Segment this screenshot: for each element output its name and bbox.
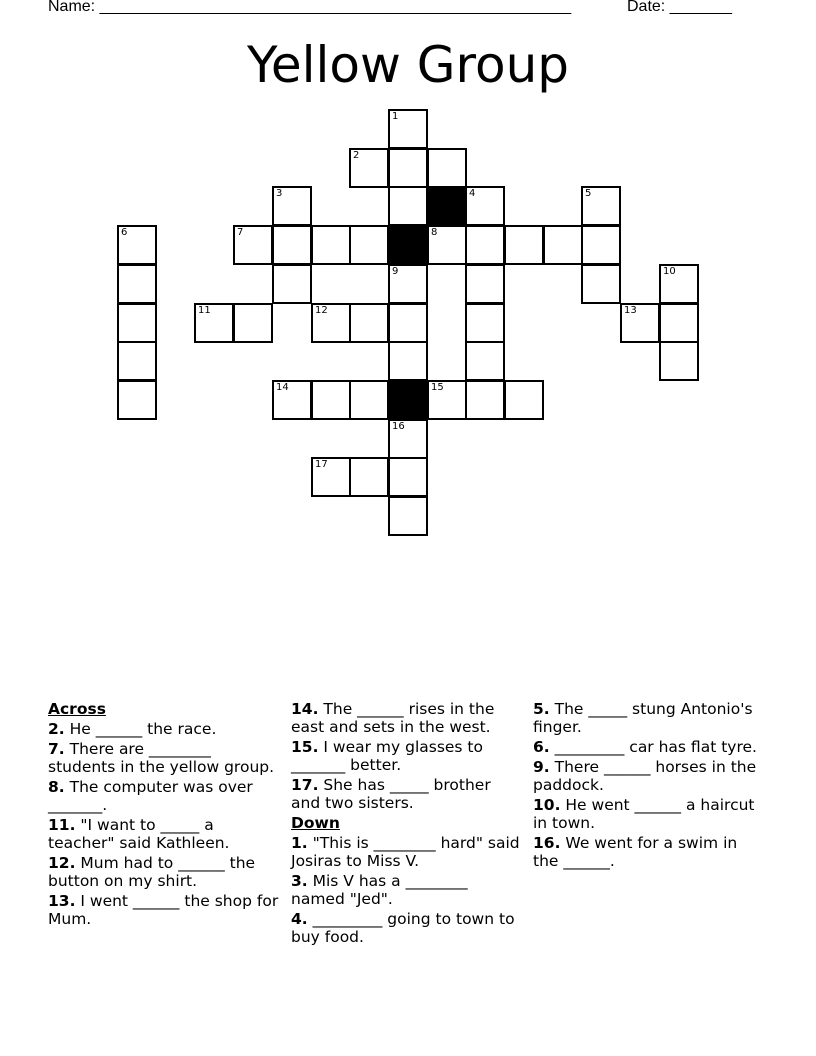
across-heading: Across	[48, 700, 106, 718]
clue-item	[291, 776, 523, 812]
black-cell	[388, 225, 428, 265]
clue-number: 11.	[48, 816, 76, 834]
clue-text: She has _____ brother and two sisters.	[291, 776, 491, 812]
clue-number: 2.	[48, 720, 65, 738]
cell-number: 4	[469, 188, 476, 199]
clue-text: _________ car has flat tyre.	[549, 738, 757, 756]
clue-text: "I want to _____ a teacher" said Kathleen.	[48, 816, 230, 852]
grid-cell[interactable]	[620, 303, 660, 343]
grid-cell[interactable]	[465, 264, 505, 304]
grid-cell[interactable]	[465, 303, 505, 343]
clue-number: 10.	[533, 796, 561, 814]
grid-cell[interactable]	[117, 341, 157, 381]
clues-column-2	[291, 700, 523, 948]
grid-cell[interactable]	[427, 380, 467, 420]
grid-cell[interactable]	[311, 457, 351, 497]
clues-column-3	[533, 700, 765, 872]
black-cell	[388, 380, 428, 420]
clue-item	[291, 910, 523, 946]
clue-number: 16.	[533, 834, 561, 852]
clue-text: The _____ stung Antonio's finger.	[533, 700, 753, 736]
grid-cell[interactable]	[388, 148, 428, 188]
grid-cell[interactable]	[194, 303, 234, 343]
clue-text: I wear my glasses to _______ better.	[291, 738, 483, 774]
clue-item	[533, 738, 765, 756]
grid-cell[interactable]	[117, 380, 157, 420]
clue-item	[291, 834, 523, 870]
clue-text: "This is ________ hard" said Josiras to Miss V.	[291, 834, 520, 870]
cell-number: 8	[431, 227, 438, 238]
cell-number: 7	[237, 227, 244, 238]
clue-text: Mum had to ______ the button on my shirt.	[48, 854, 256, 890]
grid-cell[interactable]	[272, 380, 312, 420]
cell-number: 12	[315, 305, 328, 316]
grid-cell[interactable]	[504, 225, 544, 265]
grid-cell[interactable]	[272, 225, 312, 265]
clue-text: Mis V has a ________ named "Jed".	[291, 872, 468, 908]
clue-number: 1.	[291, 834, 308, 852]
grid-cell[interactable]	[117, 225, 157, 265]
cell-number: 17	[315, 459, 328, 470]
grid-cell[interactable]	[349, 225, 389, 265]
grid-cell[interactable]	[233, 303, 273, 343]
date-field-label: Date: _______	[627, 0, 732, 15]
grid-cell[interactable]	[427, 225, 467, 265]
cell-number: 2	[353, 150, 360, 161]
clue-text: He ______ the race.	[64, 720, 217, 738]
cell-number: 15	[431, 382, 444, 393]
grid-cell[interactable]	[504, 380, 544, 420]
grid-cell[interactable]	[349, 380, 389, 420]
clue-text: The ______ rises in the east and sets in the west.	[291, 700, 495, 736]
grid-cell[interactable]	[581, 186, 621, 226]
clue-item	[48, 778, 280, 814]
cell-number: 3	[276, 188, 283, 199]
grid-cell[interactable]	[543, 225, 583, 265]
cell-number: 13	[624, 305, 637, 316]
grid-cell[interactable]	[659, 264, 699, 304]
grid-cell[interactable]	[659, 341, 699, 381]
down-heading: Down	[291, 814, 340, 832]
grid-cell[interactable]	[349, 457, 389, 497]
grid-cell[interactable]	[465, 225, 505, 265]
grid-cell[interactable]	[388, 341, 428, 381]
grid-cell[interactable]	[465, 186, 505, 226]
black-cell	[427, 186, 467, 226]
clue-number: 3.	[291, 872, 308, 890]
grid-cell[interactable]	[581, 225, 621, 265]
page-title: Yellow Group	[246, 36, 570, 94]
grid-cell[interactable]	[117, 264, 157, 304]
clue-number: 17.	[291, 776, 319, 794]
grid-cell[interactable]	[117, 303, 157, 343]
clue-text: He went ______ a haircut in town.	[533, 796, 755, 832]
grid-cell[interactable]	[311, 380, 351, 420]
cell-number: 10	[663, 266, 676, 277]
clue-item	[291, 738, 523, 774]
clue-text: The computer was over _______.	[48, 778, 253, 814]
grid-cell[interactable]	[427, 148, 467, 188]
clue-number: 9.	[533, 758, 550, 776]
grid-cell[interactable]	[311, 303, 351, 343]
clue-number: 14.	[291, 700, 319, 718]
clues-column-1	[48, 700, 280, 930]
clue-item	[48, 720, 280, 738]
grid-cell[interactable]	[272, 264, 312, 304]
clue-text: There ______ horses in the paddock.	[533, 758, 757, 794]
grid-cell[interactable]	[233, 225, 273, 265]
cell-number: 16	[392, 421, 405, 432]
grid-cell[interactable]	[388, 419, 428, 459]
clue-number: 15.	[291, 738, 319, 756]
clue-number: 12.	[48, 854, 76, 872]
name-field-label: Name: _____________________________________________________	[48, 0, 572, 15]
grid-cell[interactable]	[388, 496, 428, 536]
grid-cell[interactable]	[388, 109, 428, 149]
clue-text: We went for a swim in the ______.	[533, 834, 738, 870]
grid-cell[interactable]	[465, 341, 505, 381]
clue-text: I went ______ the shop for Mum.	[48, 892, 279, 928]
clue-text: There are ________ students in the yellow group.	[48, 740, 275, 776]
grid-cell[interactable]	[465, 380, 505, 420]
clue-text: _________ going to town to buy food.	[291, 910, 515, 946]
grid-cell[interactable]	[349, 148, 389, 188]
clue-item	[533, 834, 765, 870]
grid-cell[interactable]	[388, 264, 428, 304]
grid-cell[interactable]	[581, 264, 621, 304]
clue-item	[533, 758, 765, 794]
cell-number: 9	[392, 266, 399, 277]
clue-item	[533, 796, 765, 832]
cell-number: 6	[121, 227, 128, 238]
clue-number: 6.	[533, 738, 550, 756]
grid-cell[interactable]	[311, 225, 351, 265]
grid-cell[interactable]	[388, 186, 428, 226]
clue-item	[48, 892, 280, 928]
grid-cell[interactable]	[388, 303, 428, 343]
grid-cell[interactable]	[349, 303, 389, 343]
clue-item	[291, 700, 523, 736]
clue-number: 8.	[48, 778, 65, 796]
clue-item	[48, 740, 280, 776]
grid-cell[interactable]	[272, 186, 312, 226]
cell-number: 14	[276, 382, 289, 393]
clue-number: 13.	[48, 892, 76, 910]
clue-item	[48, 816, 280, 852]
cell-number: 5	[585, 188, 592, 199]
clue-number: 4.	[291, 910, 308, 928]
clue-item	[533, 700, 765, 736]
clue-item	[291, 872, 523, 908]
cell-number: 11	[198, 305, 211, 316]
cell-number: 1	[392, 111, 399, 122]
clue-item	[48, 854, 280, 890]
grid-cell[interactable]	[659, 303, 699, 343]
grid-cell[interactable]	[388, 457, 428, 497]
clue-number: 7.	[48, 740, 65, 758]
clue-number: 5.	[533, 700, 550, 718]
